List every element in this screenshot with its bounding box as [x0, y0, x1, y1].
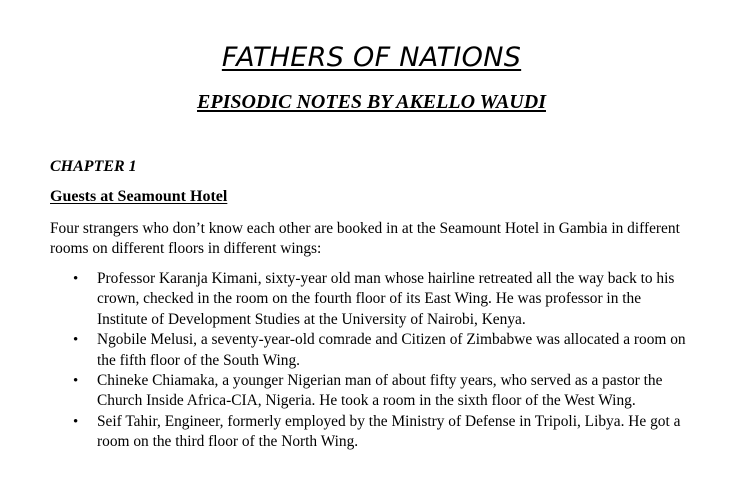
document-title: FATHERS OF NATIONS: [221, 42, 522, 73]
list-item: [50, 330, 690, 371]
bullet-icon: •: [73, 332, 79, 349]
list-item-text: Professor Karanja Kimani, sixty-year old man whose hairline retreated all the way back to his crown, checked in the room on the fourth floor of its East Wing. He was professor in the Institute of Development Studies at the University of Nairobi, Kenya.: [97, 270, 675, 328]
list-item: [50, 269, 690, 330]
list-item-text: Ngobile Melusi, a seventy-year-old comrade and Citizen of Zimbabwe was allocated a room on the fifth floor of the South Wing.: [97, 331, 686, 369]
section-heading: Guests at Seamount Hotel: [50, 188, 228, 205]
list-item: [50, 412, 690, 453]
list-item-text: Chineke Chiamaka, a younger Nigerian man of about fifty years, who served as a pastor the Church Inside Africa-CIA, Nigeria. He took a room in the sixth floor of the West Wing.: [97, 372, 663, 410]
guest-list: [50, 269, 690, 453]
document-subtitle: EPISODIC NOTES BY AKELLO WAUDI: [197, 91, 546, 113]
intro-paragraph: Four strangers who don’t know each other are booked in at the Seamount Hotel in Gambia in different rooms on different floors in different wings:: [50, 220, 680, 257]
bullet-icon: •: [73, 373, 79, 390]
chapter-heading: CHAPTER 1: [50, 158, 137, 175]
list-item-text: Seif Tahir, Engineer, formerly employed by the Ministry of Defense in Tripoli, Libya. He got a room on the third floor of the North Wing.: [97, 412, 681, 451]
bullet-icon: •: [73, 413, 79, 430]
list-item: [50, 371, 690, 412]
bullet-icon: •: [73, 271, 79, 287]
